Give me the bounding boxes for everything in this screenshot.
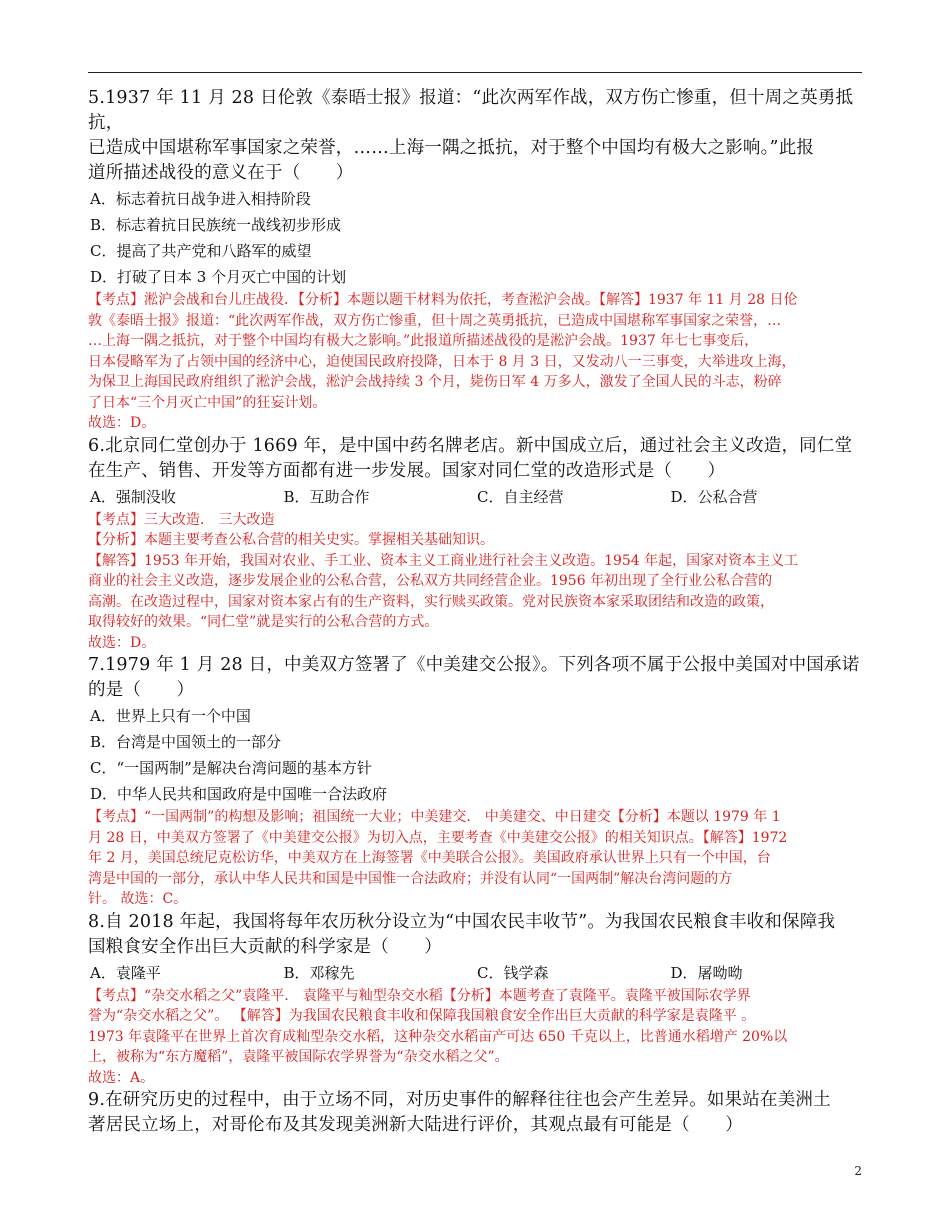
option-a: A．标志着抗日战争进入相持阶段 [90,190,311,208]
answer-line: 【考点】三大改造． 三大改造 [88,511,275,528]
answer-line: 商业的社会主义改造，逐步发展企业的公私合营，公私双方共同经营企业。1956 年初出现了全行业公私合营的 [88,573,773,589]
answer-line: 【分析】本题主要考查公私合营的相关史实。掌握相关基础知识。 [88,532,494,548]
question-stem-line: 8.自 2018 年起，我国将每年农历秋分设立为“中国农民丰收节”。为我国农民粮食丰收和保障我 [88,911,836,932]
options-row [88,484,864,510]
question-stem-line: 7.1979 年 1 月 28 日，中美双方签署了《中美建交公报》。下列各项不属于公报中美国对中国承诺 [88,655,860,675]
header-rule [88,72,862,73]
question-5 [88,86,864,434]
question-stem-line: 6.北京同仁堂创办于 1669 年，是中国中药名牌老店。新中国成立后，通过社会主义改造，同仁堂 [88,435,853,456]
answer-line: 【考点】“一国两制”的构想及影响；祖国统一大业；中美建交． 中美建交、中日建交【分析】本题以 1979 年 1 [88,809,781,825]
answer-line: 湾是中国的一部分，承认中华人民共和国是中国惟一合法政府；并没有认同“一国两制”解决台湾问题的方 [88,870,733,887]
answer-line: 年 2 月，美国总统尼克松访华，中美双方在上海签署《中美联合公报》。美国政府承认世界上只有一个中国，台 [88,850,771,866]
option-d: D．屠呦呦 [670,963,743,982]
question-stem-line: 的是（ ） [88,680,195,700]
answer-line: …上海一隅之抵抗，对于整个中国均有极大之影响。”此报道所描述战役的是淞沪会战。1937 年七七事变后， [88,333,759,349]
answer-choice: 故选：A。 [88,1069,155,1086]
option-d: D．公私合营 [670,487,758,506]
question-stem-line: 著居民立场上，对哥伦布及其发现美洲新大陆进行评价，其观点最有可能是（ ） [88,1115,743,1135]
option-c: C．“一国两制”是解决台湾问题的基本方针 [90,759,372,777]
answer-line: 取得较好的效果。“同仁堂”就是实行的公私合营的方式。 [88,614,439,630]
option-a: A．世界上只有一个中国 [90,707,251,725]
page-content [88,86,864,1138]
answer-line: 上，被称为“东方魔稻”，袁隆平被国际农学界誉为“杂交水稻之父”。 [88,1049,509,1065]
answer-line: 1973 年袁隆平在世界上首次育成籼型杂交水稻，这种杂交水稻亩产可达 650 千克以上，比普通水稻增产 20%以 [88,1028,788,1045]
answer-line: 【考点】“杂交水稻之父”袁隆平． 袁隆平与籼型杂交水稻【分析】本题考查了袁隆平。袁隆平被国际农学界 [88,987,751,1004]
answer-line: 月 28 日，中美双方签署了《中美建交公报》为切入点，主要考查《中美建交公报》的相关知识点。【解答】1972 [88,829,788,846]
question-stem-line: 在生产、销售、开发等方面都有进一步发展。国家对同仁堂的改造形式是（ ） [88,460,726,481]
option-c: C．钱学森 [477,963,549,982]
answer-line: 【考点】淞沪会战和台儿庄战役．【分析】本题以题干材料为依托，考查淞沪会战。【解答】1937 年 11 月 28 日伦 [88,292,798,308]
question-6 [88,434,864,654]
answer-line: 日本侵略军为了占领中国的经济中心，迫使国民政府投降，日本于 8 月 3 日，又发动八一三事变，大举进攻上海， [88,353,796,370]
question-stem-line: 已造成中国堪称军事国家之荣誉，……上海一隅之抵抗，对于整个中国均有极大之影响。”此报 [88,138,815,158]
answer-line: 高潮。在改造过程中，国家对资本家占有的生产资料，实行赎买政策。党对民族资本家采取团结和改造的政策， [88,593,774,610]
question-stem-line: 道所描述战役的意义在于（ ） [88,163,354,183]
question-7 [88,653,864,910]
option-c: C．提高了共产党和八路军的威望 [90,242,312,260]
answer-choice: 针。 故选：C。 [88,891,188,907]
option-a: A．袁隆平 [90,963,161,982]
answer-choice: 故选：D。 [88,634,156,651]
answer-line: 为保卫上海国民政府组织了淞沪会战，淞沪会战持续 3 个月，毙伤日军 4 万多人，激发了全国人民的斗志，粉碎 [88,374,782,390]
option-d: D．中华人民共和国政府是中国唯一合法政府 [90,785,388,803]
option-a: A．强制没收 [90,487,176,506]
question-stem-line: 国粮食安全作出巨大贡献的科学家是（ ） [88,936,442,957]
option-b: B．互助合作 [283,487,370,506]
question-stem-line: 9.在研究历史的过程中，由于立场不同，对历史事件的解释往往也会产生差异。如果站在美洲土 [88,1090,831,1110]
answer-line: 敦《泰晤士报》报道：“此次两军作战，双方伤亡惨重，但十周之英勇抵抗，已造成中国堪称军事国家之荣誉，… [88,312,782,329]
answer-line: 【解答】1953 年开始，我国对农业、手工业、资本主义工商业进行社会主义改造。1954 年起，国家对资本主义工 [88,552,799,569]
question-stem-line: 5.1937 年 11 月 28 日伦敦《泰晤士报》报道：“此次两军作战，双方伤亡惨重，但十周之英勇抵抗， [88,88,854,133]
option-b: B．邓稼先 [283,963,355,982]
page-number: 2 [854,1164,862,1178]
answer-choice: 故选：D。 [88,415,156,431]
answer-line: 誉为“杂交水稻之父”。 【解答】为我国农民粮食丰收和保障我国粮食安全作出巨大贡献的科学家是袁隆平 。 [88,1008,756,1024]
question-8 [88,910,864,1089]
option-d: D．打破了日本 3 个月灭亡中国的计划 [90,268,347,286]
answer-line: 了日本“三个月灭亡中国”的狂妄计划。 [88,394,327,411]
option-b: B．台湾是中国领土的一部分 [90,733,282,751]
question-9 [88,1088,864,1138]
option-b: B．标志着抗日民族统一战线初步形成 [90,216,342,234]
options-row [88,960,864,986]
option-c: C．自主经营 [477,487,564,506]
